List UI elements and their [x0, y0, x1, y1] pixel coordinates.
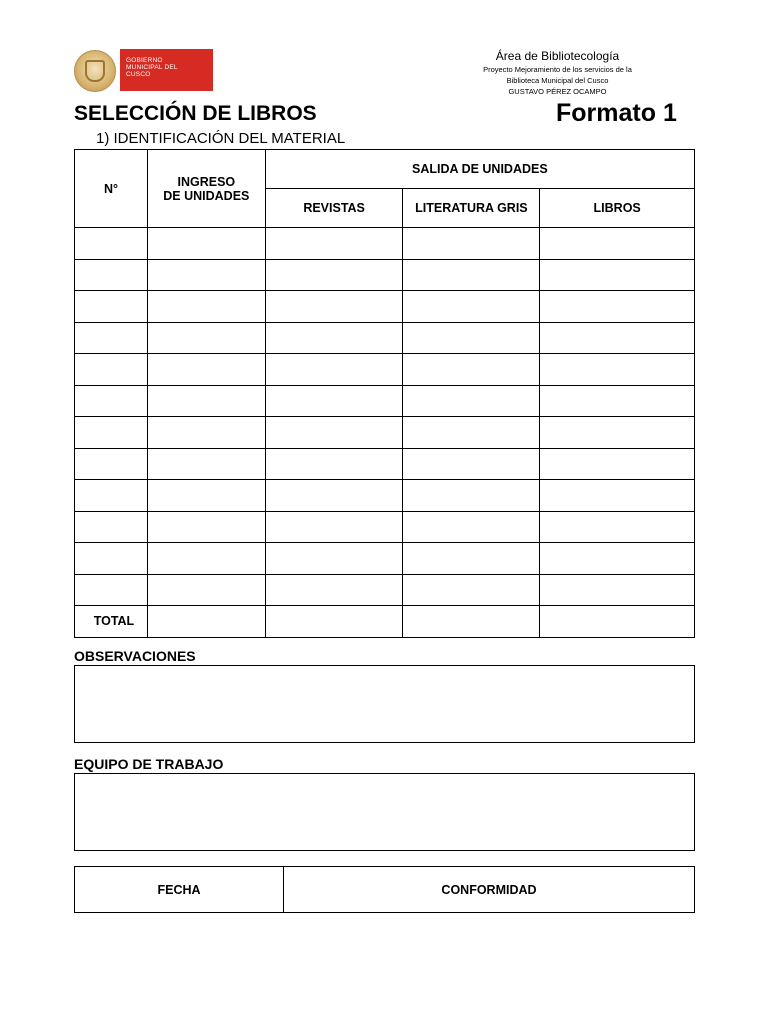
table-cell[interactable]: [147, 417, 265, 449]
column-header-revistas: REVISTAS: [265, 189, 403, 228]
table-cell[interactable]: [540, 480, 695, 512]
total-row: [75, 606, 695, 638]
column-header-salida: SALIDA DE UNIDADES: [265, 150, 694, 189]
table-cell[interactable]: [147, 291, 265, 323]
total-cell[interactable]: [265, 606, 403, 638]
header-name: GUSTAVO PÉREZ OCAMPO: [508, 87, 607, 96]
municipality-logo: [120, 49, 213, 91]
table-cell[interactable]: [265, 322, 403, 354]
table-cell[interactable]: [403, 385, 540, 417]
table-cell[interactable]: [147, 511, 265, 543]
total-cell[interactable]: [403, 606, 540, 638]
table-cell[interactable]: [403, 448, 540, 480]
table-cell[interactable]: [403, 574, 540, 606]
municipal-seal-icon: [74, 50, 116, 92]
table-cell[interactable]: [265, 574, 403, 606]
signature-table: [74, 866, 695, 913]
table-cell[interactable]: [540, 511, 695, 543]
table-cell[interactable]: [540, 228, 695, 260]
logo-line: CUSCO: [126, 71, 151, 78]
table-cell[interactable]: [147, 385, 265, 417]
table-cell[interactable]: [403, 354, 540, 386]
table-cell[interactable]: [265, 385, 403, 417]
table-cell[interactable]: [147, 574, 265, 606]
logo-line: GOBIERNO: [126, 57, 163, 64]
table-cell[interactable]: [75, 448, 148, 480]
table-cell[interactable]: [75, 354, 148, 386]
table-cell[interactable]: [403, 259, 540, 291]
total-cell[interactable]: [147, 606, 265, 638]
table-cell[interactable]: [75, 417, 148, 449]
table-cell[interactable]: [75, 291, 148, 323]
equipo-label: EQUIPO DE TRABAJO: [74, 756, 224, 772]
table-cell[interactable]: [265, 543, 403, 575]
table-cell[interactable]: [265, 417, 403, 449]
table-cell[interactable]: [540, 543, 695, 575]
table-row: [75, 574, 695, 606]
table-row: [75, 448, 695, 480]
table-cell[interactable]: [540, 259, 695, 291]
table-row: [75, 543, 695, 575]
table-cell[interactable]: [75, 511, 148, 543]
table-cell[interactable]: [75, 322, 148, 354]
table-row: [75, 354, 695, 386]
table-cell[interactable]: [403, 480, 540, 512]
table-cell[interactable]: [75, 480, 148, 512]
table-cell[interactable]: [403, 511, 540, 543]
header-library: Biblioteca Municipal del Cusco: [506, 76, 609, 85]
observaciones-label: OBSERVACIONES: [74, 648, 196, 664]
table-cell[interactable]: [540, 291, 695, 323]
table-cell[interactable]: [265, 291, 403, 323]
column-header-ingreso-line2: DE UNIDADES: [163, 188, 250, 203]
table-cell[interactable]: [75, 228, 148, 260]
table-cell[interactable]: [403, 228, 540, 260]
observaciones-box[interactable]: [74, 665, 695, 743]
table-cell[interactable]: [265, 448, 403, 480]
table-row: [75, 259, 695, 291]
table-cell[interactable]: [147, 543, 265, 575]
table-header-row: [75, 150, 695, 189]
table-cell[interactable]: [265, 511, 403, 543]
section-title: 1) IDENTIFICACIÓN DEL MATERIAL: [96, 130, 346, 147]
table-cell[interactable]: [75, 385, 148, 417]
column-header-literatura-gris: LITERATURA GRIS: [403, 189, 540, 228]
table-cell[interactable]: [265, 354, 403, 386]
table-row: [75, 322, 695, 354]
table-cell[interactable]: [540, 574, 695, 606]
format-number: Formato 1: [556, 99, 677, 127]
material-table: [74, 149, 695, 638]
table-cell[interactable]: [540, 417, 695, 449]
table-cell[interactable]: [265, 228, 403, 260]
table-cell[interactable]: [75, 574, 148, 606]
header-area: Área de Bibliotecología: [495, 49, 620, 63]
table-row: [75, 291, 695, 323]
table-cell[interactable]: [147, 322, 265, 354]
column-header-ingreso: [147, 150, 265, 228]
column-header-number: N°: [75, 150, 148, 228]
logo-line: MUNICIPAL DEL: [126, 64, 178, 71]
table-cell[interactable]: [75, 259, 148, 291]
table-cell[interactable]: [147, 259, 265, 291]
table-cell[interactable]: [540, 322, 695, 354]
table-cell[interactable]: [147, 228, 265, 260]
table-row: [75, 385, 695, 417]
column-header-ingreso-line1: INGRESO: [177, 174, 236, 189]
total-cell[interactable]: [540, 606, 695, 638]
table-row: [75, 417, 695, 449]
table-cell[interactable]: [540, 354, 695, 386]
equipo-box[interactable]: [74, 773, 695, 851]
table-cell[interactable]: [540, 385, 695, 417]
page-title: SELECCIÓN DE LIBROS: [74, 102, 317, 125]
table-cell[interactable]: [403, 543, 540, 575]
table-cell[interactable]: [147, 448, 265, 480]
column-header-libros: LIBROS: [540, 189, 695, 228]
table-cell[interactable]: [265, 480, 403, 512]
conformidad-cell[interactable]: CONFORMIDAD: [284, 867, 695, 913]
table-cell[interactable]: [147, 480, 265, 512]
table-cell[interactable]: [403, 291, 540, 323]
header-project: Proyecto Mejoramiento de los servicios de la: [483, 65, 632, 74]
table-row: [75, 228, 695, 260]
table-cell[interactable]: [75, 543, 148, 575]
table-cell[interactable]: [265, 259, 403, 291]
table-cell[interactable]: [403, 322, 540, 354]
table-cell[interactable]: [147, 354, 265, 386]
table-row: [75, 511, 695, 543]
fecha-cell[interactable]: FECHA: [75, 867, 284, 913]
table-cell[interactable]: [403, 417, 540, 449]
table-row: [75, 480, 695, 512]
total-label: TOTAL: [75, 606, 148, 638]
table-cell[interactable]: [540, 448, 695, 480]
